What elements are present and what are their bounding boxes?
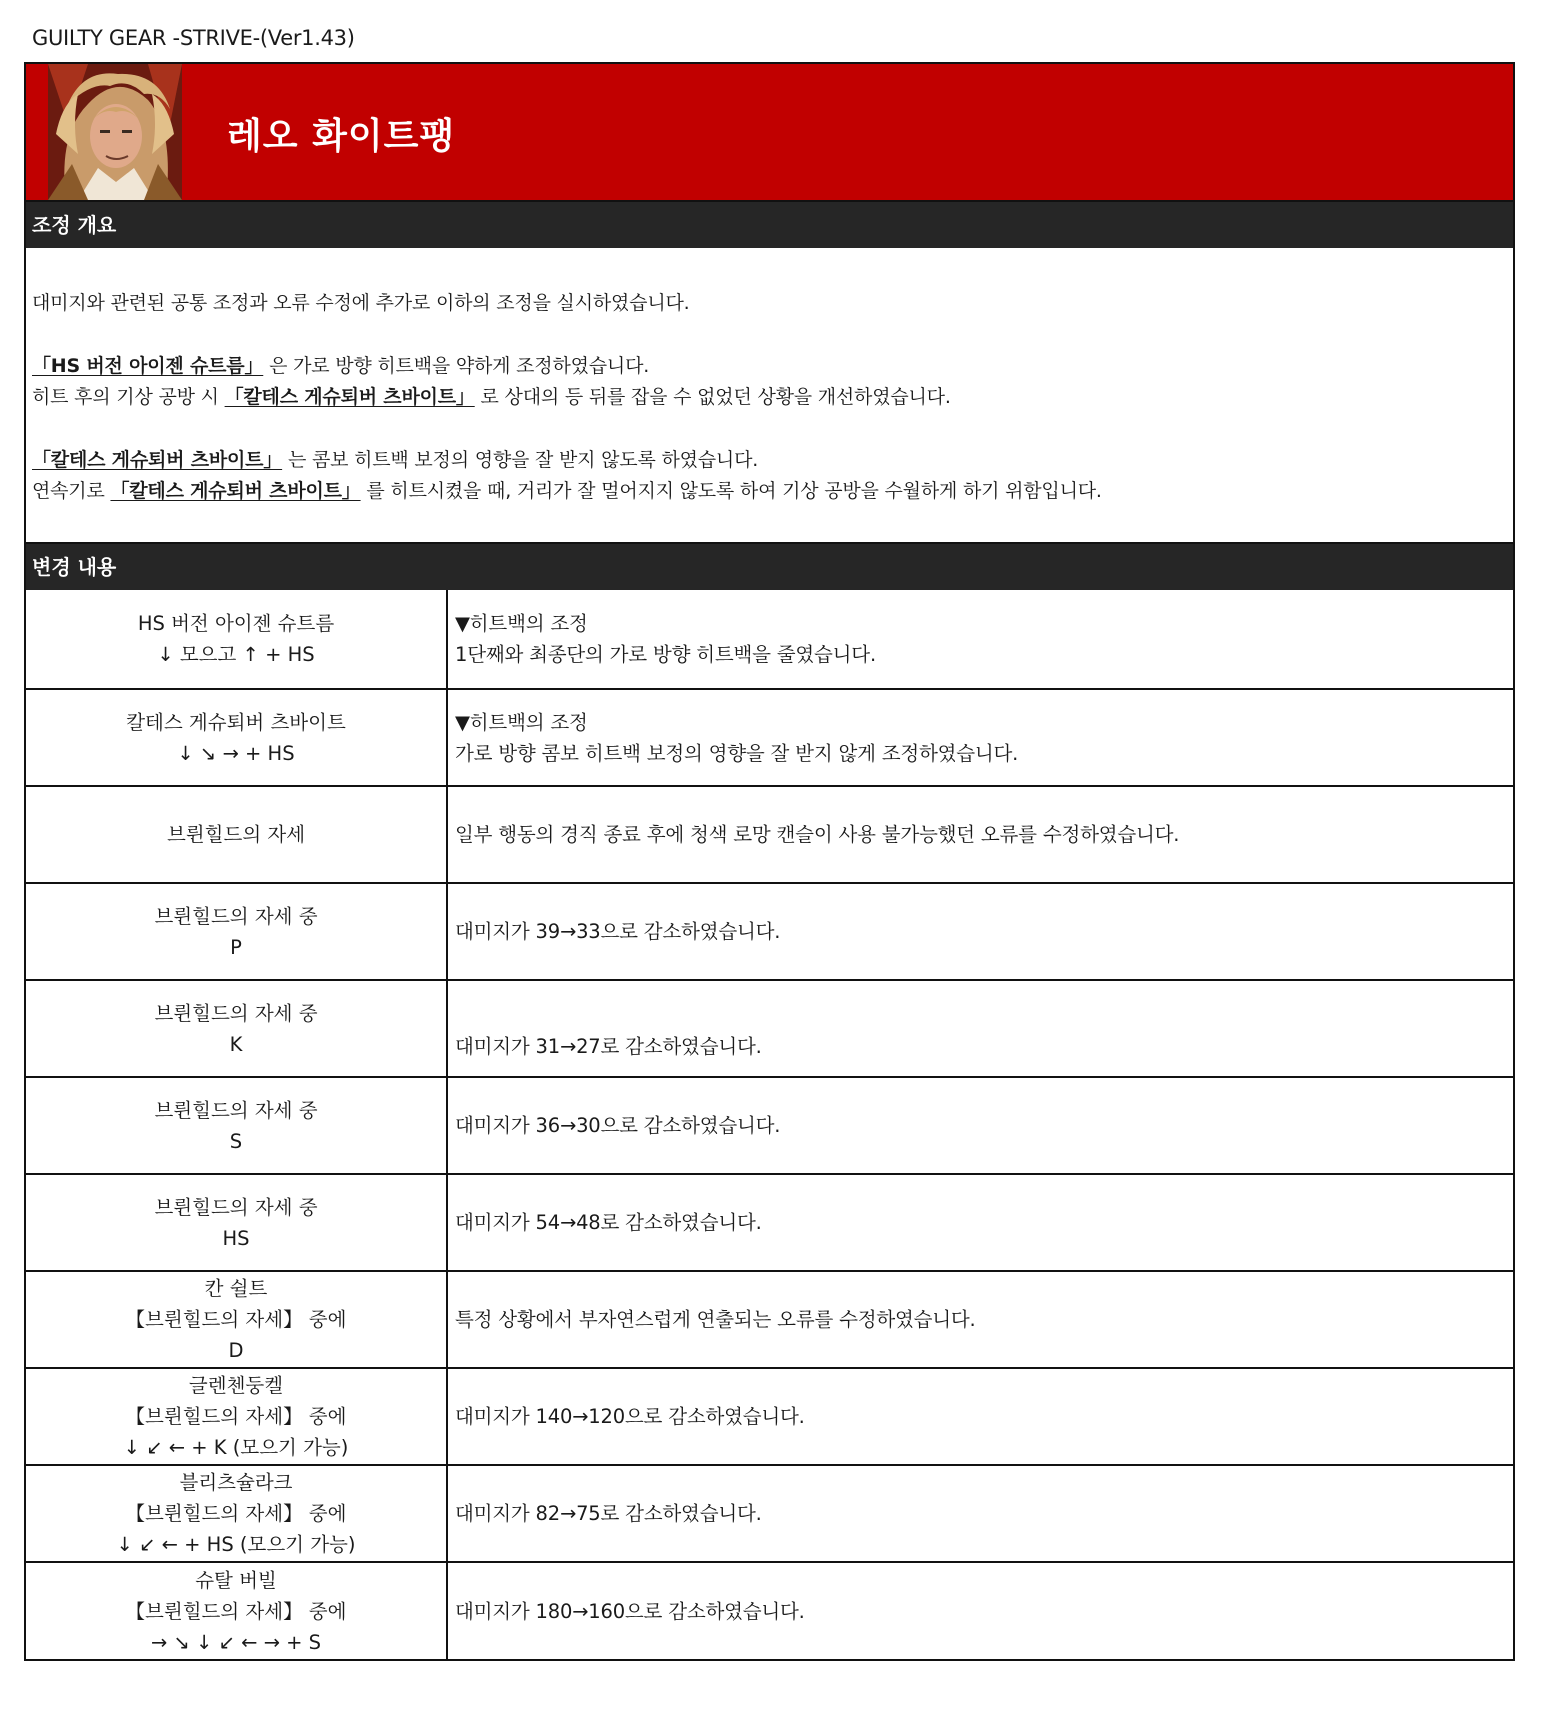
move-input: 【브륀힐드의 자세】 중에 xyxy=(125,1599,347,1623)
move-cell xyxy=(26,980,447,1077)
overview-text: 은 가로 방향 히트백을 약하게 조정하였습니다. xyxy=(263,354,650,377)
change-description: 가로 방향 콤보 히트백 보정의 영향을 잘 받지 않게 조정하였습니다. xyxy=(455,741,1019,765)
move-input: S xyxy=(229,1129,243,1153)
move-input: ↓ 모으고 ↑ + HS xyxy=(157,643,315,666)
change-description: 대미지가 54→48로 감소하였습니다. xyxy=(455,1211,762,1234)
change-description-cell xyxy=(447,590,1513,689)
move-input: → ↘ ↓ ↙ ← → + S xyxy=(150,1630,322,1654)
move-name: HS 버전 아이젠 슈트름 xyxy=(137,612,335,635)
change-description: 대미지가 140→120으로 감소하였습니다. xyxy=(455,1405,805,1428)
move-cell xyxy=(26,786,447,883)
overview-text: 히트 후의 기상 공방 시 xyxy=(32,386,225,408)
change-description-cell xyxy=(447,883,1513,980)
change-description-cell xyxy=(447,689,1513,786)
move-name-highlight: 「HS 버전 아이젠 슈트름」 xyxy=(32,354,264,377)
table-row xyxy=(26,590,1513,689)
overview-text: 연속기로 xyxy=(32,480,111,502)
move-name: 칼테스 게슈퇴버 츠바이트 xyxy=(126,710,346,734)
move-name: 칸 쉴트 xyxy=(204,1277,268,1300)
character-portrait-icon xyxy=(48,64,182,200)
move-cell xyxy=(26,1465,447,1562)
patch-notes-card xyxy=(24,62,1515,1661)
move-input: P xyxy=(230,935,242,959)
move-cell xyxy=(26,883,447,980)
table-row xyxy=(26,980,1513,1077)
move-input: 【브륀힐드의 자세】 중에 xyxy=(125,1308,347,1331)
move-name-highlight: 「칼테스 게슈퇴버 츠바이트」 xyxy=(32,448,283,471)
change-description-cell xyxy=(447,1174,1513,1271)
overview-text: 를 히트시켰을 때, 거리가 잘 멀어지지 않도록 하여 기상 공방을 수월하게 하기 위함입니다. xyxy=(360,480,1102,502)
change-description-cell xyxy=(447,1271,1513,1368)
move-name: 글렌첸둥켈 xyxy=(188,1374,284,1397)
overview-intro: 대미지와 관련된 공통 조정과 오류 수정에 추가로 이하의 조정을 실시하였습니다. xyxy=(32,292,690,314)
move-input: ↓ ↙ ← + K (모으기 가능) xyxy=(123,1436,349,1459)
move-cell xyxy=(26,1271,447,1368)
move-input: 【브륀힐드의 자세】 중에 xyxy=(125,1502,347,1525)
change-description: 대미지가 82→75로 감소하였습니다. xyxy=(455,1502,762,1525)
table-row xyxy=(26,689,1513,786)
change-description: ▼히트백의 조정 xyxy=(455,710,588,734)
move-name-highlight: 「칼테스 게슈퇴버 츠바이트」 xyxy=(224,386,475,408)
move-cell xyxy=(26,1077,447,1174)
move-input: K xyxy=(229,1032,243,1056)
move-input: ↓ ↘ → + HS xyxy=(177,741,295,765)
move-name: 브륀힐드의 자세 중 xyxy=(154,1195,318,1219)
overview-text: 로 상대의 등 뒤를 잡을 수 없었던 상황을 개선하였습니다. xyxy=(474,386,951,408)
move-cell xyxy=(26,1368,447,1465)
table-row xyxy=(26,1271,1513,1368)
move-cell xyxy=(26,1174,447,1271)
table-row xyxy=(26,883,1513,980)
move-name: 블리츠슐라크 xyxy=(179,1471,293,1494)
move-name: 슈탈 버빌 xyxy=(195,1568,277,1592)
change-description: 특정 상황에서 부자연스럽게 연출되는 오류를 수정하였습니다. xyxy=(455,1308,976,1331)
move-input: HS xyxy=(222,1226,250,1250)
change-description: 대미지가 36→30으로 감소하였습니다. xyxy=(455,1114,781,1137)
change-description-cell xyxy=(447,1562,1513,1659)
move-name: 브륀힐드의 자세 중 xyxy=(154,1001,318,1025)
overview-paragraph-line xyxy=(32,382,1505,414)
change-description: 대미지가 31→27로 감소하였습니다. xyxy=(455,1035,762,1058)
character-name: 레오 화이트팽 xyxy=(227,116,456,157)
change-description: 일부 행동의 경직 종료 후에 청색 로망 캔슬이 사용 불가능했던 오류를 수정하였습니다. xyxy=(455,823,1180,846)
change-description: 대미지가 39→33으로 감소하였습니다. xyxy=(455,920,781,943)
table-row xyxy=(26,1077,1513,1174)
move-name: 브륀힐드의 자세 중 xyxy=(154,904,318,928)
document-title: GUILTY GEAR -STRIVE-(Ver1.43) xyxy=(32,26,355,50)
change-description-cell xyxy=(447,1368,1513,1465)
move-input: ↓ ↙ ← + HS (모으기 가능) xyxy=(116,1533,356,1556)
change-description-cell xyxy=(447,1077,1513,1174)
change-description-cell xyxy=(447,786,1513,883)
changes-heading: 변경 내용 xyxy=(26,544,1513,590)
move-name: 브륀힐드의 자세 중 xyxy=(154,1098,318,1122)
table-row xyxy=(26,1465,1513,1562)
overview-paragraph-line xyxy=(32,445,1505,477)
change-description: 1단째와 최종단의 가로 방향 히트백을 줄였습니다. xyxy=(455,643,876,666)
change-description: ▼히트백의 조정 xyxy=(455,612,588,635)
overview-paragraph-line xyxy=(32,476,1505,508)
overview-heading: 조정 개요 xyxy=(26,202,1513,248)
move-cell xyxy=(26,689,447,786)
table-row xyxy=(26,1562,1513,1659)
overview-paragraph-line xyxy=(32,351,1505,383)
overview-text: 는 콤보 히트백 보정의 영향을 잘 받지 않도록 하였습니다. xyxy=(282,448,759,471)
table-row xyxy=(26,1368,1513,1465)
move-name-highlight: 「칼테스 게슈퇴버 츠바이트」 xyxy=(110,480,361,502)
table-row xyxy=(26,786,1513,883)
change-description: 대미지가 180→160으로 감소하였습니다. xyxy=(455,1599,805,1623)
character-banner xyxy=(26,64,1513,202)
overview-body xyxy=(26,248,1513,544)
move-name: 브륀힐드의 자세 xyxy=(166,823,306,846)
change-description-cell xyxy=(447,1465,1513,1562)
move-cell xyxy=(26,1562,447,1659)
move-input: D xyxy=(228,1339,244,1362)
changes-table xyxy=(26,590,1513,1659)
move-cell xyxy=(26,590,447,689)
change-description-cell xyxy=(447,980,1513,1077)
move-input: 【브륀힐드의 자세】 중에 xyxy=(125,1405,347,1428)
table-row xyxy=(26,1174,1513,1271)
